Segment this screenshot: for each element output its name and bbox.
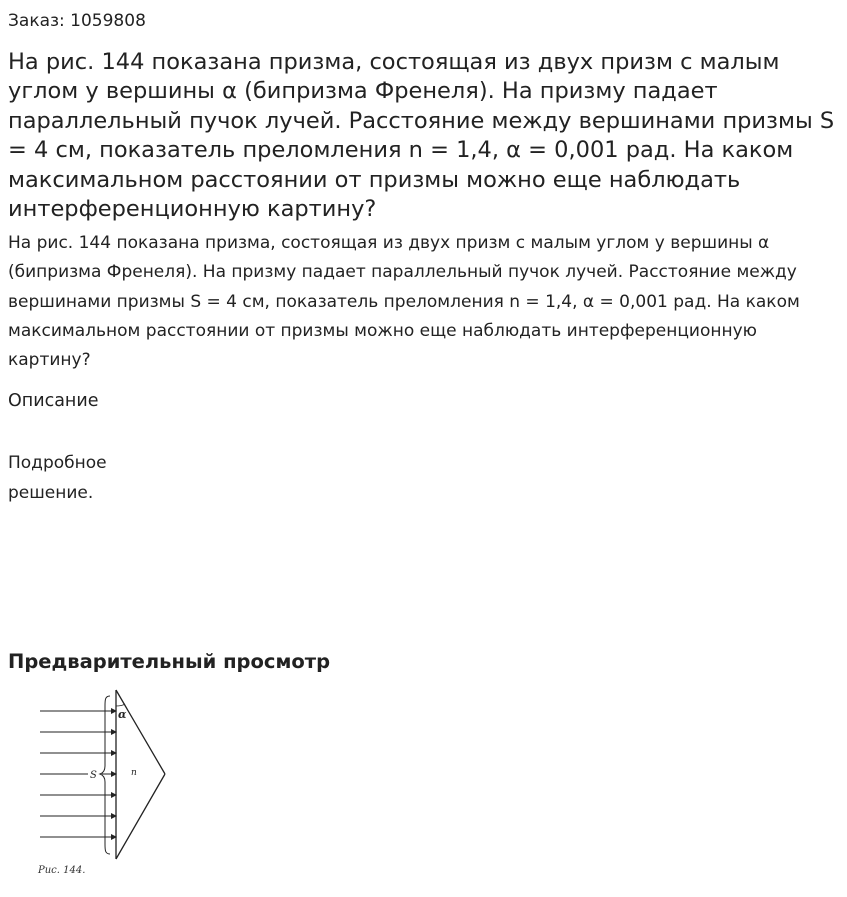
n-label: n [131,768,137,778]
alpha-arc [116,704,125,706]
preview-heading: Предварительный просмотр [8,650,331,673]
figure-caption: Рис. 144. [38,865,86,876]
problem-description: На рис. 144 показана призма, состоящая из двух призм с малым углом у вершины α (бипризма Френеля). На призму падает параллельный пучок лучей. Расстояние между вершинами призмы S = 4 см, показатель преломления n = 1,4, α = 0,001 рад. На каком максимальном расстоянии от призмы можно еще наблюдать интерференционную картину? [8,233,800,371]
s-label: S [90,770,97,781]
detailed-solution-label: Подробное решение. [8,453,107,503]
biprism-figure [30,684,180,884]
problem-title: На рис. 144 показана призма, состоящая из двух призм с малым углом у вершины α (бипризма Френеля). На призму падает параллельный пучок лучей. Расстояние между вершинами призмы S = 4 см, показатель преломления n = 1,4, α = 0,001 рад. На каком максимальном расстоянии от призмы можно еще наблюдать интерференционную картину? [8,49,835,223]
s-brace [100,696,110,854]
alpha-label: α [118,708,127,721]
description-label: Описание [8,391,99,411]
biprism-diagram [30,684,180,874]
order-number: Заказ: 1059808 [8,11,146,31]
